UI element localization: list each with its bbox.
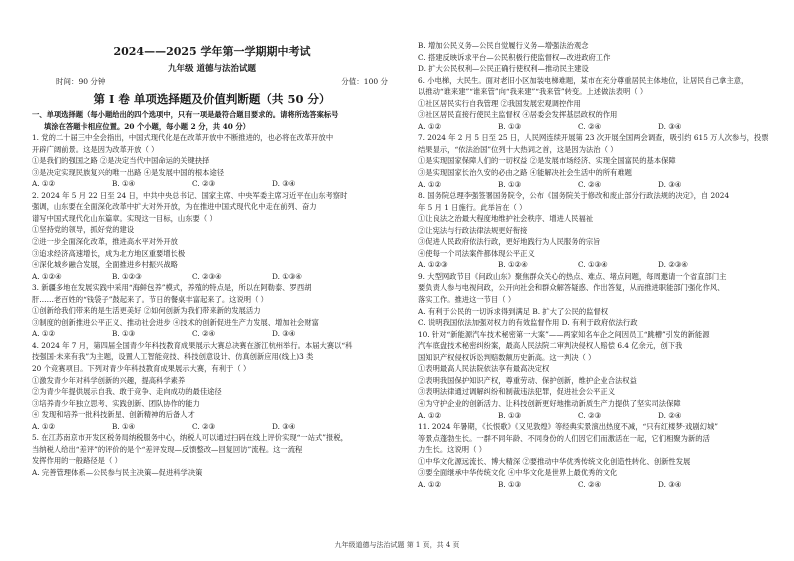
- question-line: ③促进人民政府依法行政，更好地践行为人民服务的宗旨: [418, 237, 601, 247]
- option: C. ②④: [578, 179, 602, 189]
- question-line: ②进一步全面深化改革，推进高水平对外开放: [32, 237, 178, 247]
- question-line: ③要全面继承中华传统文化 ④中华文化是世界上最优秀的文化: [418, 468, 618, 478]
- question-line: ①是我们的强国之路 ②是决定当代中国命运的关键抉择: [32, 156, 210, 166]
- option: D. ③④: [658, 179, 682, 189]
- question-line: ①社区居民实行自我管理 ②我国发展宏观调控作用: [418, 98, 581, 108]
- option: C. ①③④: [578, 260, 608, 270]
- option: A. ①②: [418, 479, 441, 489]
- question-line: ①表明最高人民法院依法享有最高决定权: [418, 364, 550, 374]
- question-line: ③追求经济高速增长，成为北方地区重要增长极: [32, 248, 186, 258]
- question-line: 等景点蓬勃生长。一群不同年龄、不同身份的人们因它们而激活在一起，它们相聚为新的活: [418, 433, 710, 443]
- option: C. ②③④: [192, 271, 222, 281]
- question-line: 要负责人参与电视问政，公开向社会和群众解答疑惑、作出答复，从而推进职能部门强化作风、: [418, 283, 725, 293]
- question-line: 7. 2024 年 2 月 5 日至 25 日，人民网连续开展第 23 次开展全国两会调查，吸引约 615 万人次参与，投票: [418, 133, 769, 143]
- option: B. ①②④: [498, 260, 528, 270]
- page-footer: 九年级道德与法治试题 第 1 页，共 4 页: [334, 541, 460, 549]
- question-line: 以推动“谁来建”“谁来管”向“我来建”“我来管”转变。上述做法表明（ ）: [418, 87, 648, 97]
- question-line: 结果显示，“依法治国”位列十大热词之首，这是因为法治（ ）: [418, 144, 618, 154]
- exam-title: 2024——2025 学年第一学期期中考试: [113, 45, 311, 58]
- question-line: ①是实现国家保障人们的一切权益 ②是发展市场经济、实现全国富民的基本保障: [418, 156, 676, 166]
- option: B. ①②③: [112, 271, 142, 281]
- question-line: 汽车底盘技术秘密纠纷案，最高人民法院二审判决侵权人赔偿 6.4 亿余元，创下我: [418, 341, 683, 351]
- question-line: 当纳税人给出“差评”的评价的是个“差评发现—反馈整改—回复回访”流程。这一流程: [32, 444, 303, 454]
- exam-time: 时间：90 分钟: [56, 77, 106, 86]
- question-line: 年 5 月 1 日施行。此举旨在（ ）: [418, 202, 527, 212]
- option: A. ①②③: [418, 260, 448, 270]
- question-line: 9. 大型网政节目《问政山东》聚焦群众关心的热点、难点、堵点问题，每周邀请一个省直部门主: [418, 271, 727, 281]
- exam-score: 分值：100 分: [341, 77, 388, 86]
- option: A. ①②: [418, 410, 441, 420]
- question-line: ①中华文化源远流长、博大精深 ②要推动中华优秀传统文化创造性转化、创新性发展: [418, 456, 691, 466]
- options-q2: [32, 271, 392, 283]
- question-line: 1. 党的二十届三中全会指出，中国式现代化是在改革开放中不断推进的，也必将在改革开放中: [32, 133, 334, 143]
- question-line: ②为青少年提供展示自我、敢于竞争、走向成功的最佳途径: [32, 387, 222, 397]
- question-line: ③是决定实现民族复兴的唯一出路 ④是发展中国的根本途径: [32, 167, 225, 177]
- option: A. ①②: [418, 121, 441, 131]
- question-line: C. 搭建反映诉求平台—公民积极行使监督权—改进政府工作: [418, 52, 611, 62]
- question-line: 谱写中国式现代化山东篇章。实现这一目标，山东要（ ）: [32, 213, 217, 223]
- question-line: 力生长。这说明（ ）: [418, 445, 486, 455]
- option: A. ①②: [32, 329, 55, 339]
- exam-meta: [32, 76, 392, 88]
- question-line: 国知识产权侵权诉讼判赔数额历史新高。这一判决（ ）: [418, 352, 596, 362]
- option: D. ③④: [272, 421, 296, 431]
- question-line: ③是实现国家长治久安的必由之路 ④能解决社会生活中的所有难题: [418, 168, 632, 178]
- options-q1: [32, 178, 392, 190]
- question-line: ④ 发现和培养一批科技新星、创新精神的后备人才: [32, 410, 195, 420]
- question-line: A. 完善管理体系—公民参与民主决策—促进科学决策: [32, 467, 203, 477]
- question-line: 肝……老百姓的“钱袋子”鼓起来了。节日的餐桌丰富起来了。这说明（ ）: [32, 294, 268, 304]
- option: B. ①③: [498, 179, 522, 189]
- question-line: 3. 新疆多地在发展实践中采用“海鲜包养”模式，养殖的特点是，所以在阿勒泰、罗西胡: [32, 283, 312, 293]
- option: D. ③④: [272, 329, 296, 339]
- option: C. ②③: [192, 179, 216, 189]
- option: C. ②④: [578, 479, 602, 489]
- question-line: 11. 2024 年暑期，《长恨歌》《又见敦煌》等经典实景演出热度不减，“只有红楼梦·戏剧幻城”: [418, 422, 718, 432]
- question-line: 20 个竞赛项目。下列对青少年科技教育成果展示大赛，有利于（ ）: [32, 364, 251, 374]
- options-q4: [32, 421, 392, 433]
- option: B. ①③: [498, 479, 522, 489]
- left-column: [32, 38, 392, 479]
- option: A. ①②: [32, 179, 55, 189]
- question-line: ③社区居民直接行使民主监督权 ④居委会发挥基层政权的作用: [418, 110, 618, 120]
- question-line: ②表明我国保护知识产权，尊重劳动、保护创新，维护企业合法权益: [418, 375, 637, 385]
- options-q8: [418, 259, 780, 271]
- question-line: 5. 在江苏南京市开发区税务局纳税服务中心，纳税人可以通过扫码在线上评价实现“一站式”报税，: [32, 433, 348, 443]
- question-line: 10. 针对“新能源汽车技术秘密第一大案”——两家知名车企之间因员工“跳槽”引发的新能源: [418, 329, 710, 339]
- question-line: ③表明法律通过调解纠纷和制裁违法犯罪，促进社会公平正义: [418, 387, 616, 397]
- option: D. ①③④: [272, 271, 302, 281]
- right-column: [418, 40, 780, 490]
- option: D. ②④: [658, 410, 682, 420]
- question-line: ③培养青少年独立思考、实践创新、团队协作的能力: [32, 398, 200, 408]
- question-line: ②让宪法与行政法律法规更好衔接: [418, 225, 528, 235]
- question-line: ④使每一个司法案件都体现公平正义: [418, 248, 535, 258]
- option: C. ②④: [578, 121, 602, 131]
- question-line: 8. 国务院总理李强签署国务院令，公布《国务院关于修改和废止部分行政法规的决定》，自 2024: [418, 191, 730, 201]
- question-line: ①坚持党的领导，抓好党的建设: [32, 225, 135, 235]
- question-line: ①创新给我们带来的是生活更美好 ②如何创新为我们带来新的发展活力: [32, 306, 261, 316]
- question-line: D. 扩大公民权利—公民正确行使权利—推动民主建设: [418, 64, 589, 74]
- question-line: ④为守护企业的创新活力、让科技创新更好地推动新质生产力提供了坚实司法保障: [418, 398, 681, 408]
- question-line: 2. 2024 年 5 月 22 日至 24 日，中共中央总书记、国家主席、中央军委主席习近平在山东考察时: [32, 190, 348, 200]
- option: A. ①②: [418, 179, 441, 189]
- question-line: ①激发青少年对科学创新的兴趣，提高科学素养: [32, 375, 186, 385]
- question-line: 4. 2024 年 7 月，第四届全国青少年科技教育成果展示大赛总决赛在浙江杭州举行。本届大赛以“科: [32, 340, 353, 350]
- options-q11: [418, 479, 780, 491]
- option: A. ①②④: [32, 271, 62, 281]
- options-q6: [418, 121, 780, 133]
- option: D. ②③④: [658, 260, 688, 270]
- question-line: 6. 小电梯，大民生。面对老旧小区加装电梯难题，某市在充分尊重居民主体地位，让居民自己拿主意，: [418, 75, 749, 85]
- question-line: ③制度的创新推进公平正义、推动社会进步 ④技术的创新促进生产力发展、增加社会财富: [32, 317, 319, 327]
- option: D. ③④: [272, 179, 296, 189]
- options-q10: [418, 410, 780, 422]
- option: B. ①③: [498, 410, 522, 420]
- question-line: B. 增加公民义务—公民自觉履行义务—增强法治观念: [418, 41, 589, 50]
- option: D. ③④: [658, 479, 682, 489]
- options-q3: [32, 328, 392, 340]
- option: D. ③④: [658, 121, 682, 131]
- section-intro-line: 填涂在答题卡相应位置。20 个小题，每小题 2 分，共 40 分）: [44, 121, 250, 131]
- question-line: 发挥作用的一般路径是（ ）: [32, 456, 122, 466]
- question-line: ①让良法之治最大程度地维护社会秩序、增进人民福祉: [418, 214, 594, 224]
- option: B. ①③: [498, 121, 522, 131]
- question-line: ④深化城乡融合发展，全面推进乡村振兴战略: [32, 260, 178, 270]
- section-intro-line: 一、单项选择题（每小题给出的四个选项中，只有一项是最符合题目要求的。请将所选答案标号: [32, 110, 339, 119]
- option: A. ①②: [32, 421, 55, 431]
- option: B. ①④: [112, 421, 136, 431]
- option: B. ①④: [112, 179, 136, 189]
- exam-subject: 九年级 道德与法治试题: [168, 64, 256, 74]
- section-title: 第 I 卷 单项选择题及价值判断题（共 50 分）: [93, 92, 331, 106]
- option: B. ①③: [112, 329, 136, 339]
- option: C. ②④: [192, 329, 216, 339]
- option: C. ②③: [192, 421, 216, 431]
- options-q7: [418, 179, 780, 191]
- question-line: A. 有利于公民的一切诉求得到满足 B. 扩大了公民的监督权: [418, 306, 609, 316]
- question-line: 强调，山东要在全面深化改革中扩大对外开放，为在推进中国式现代化中走在前列、奋力: [32, 202, 317, 212]
- question-line: 落实工作。推进这一节目（ ）: [418, 295, 516, 305]
- question-line: 技强国·未来有我”为主题，设置人工智能竞技、科技创意设计、仿真创新应用(线上)3 类: [32, 352, 314, 362]
- question-line: 开辟广阔前景。这是因为改革开放（ ）: [32, 144, 159, 154]
- option: C. ②③: [578, 410, 602, 420]
- question-line: C. 说明我国依法加强对权力的有效监督作用 D. 有利于政府依法行政: [418, 318, 638, 328]
